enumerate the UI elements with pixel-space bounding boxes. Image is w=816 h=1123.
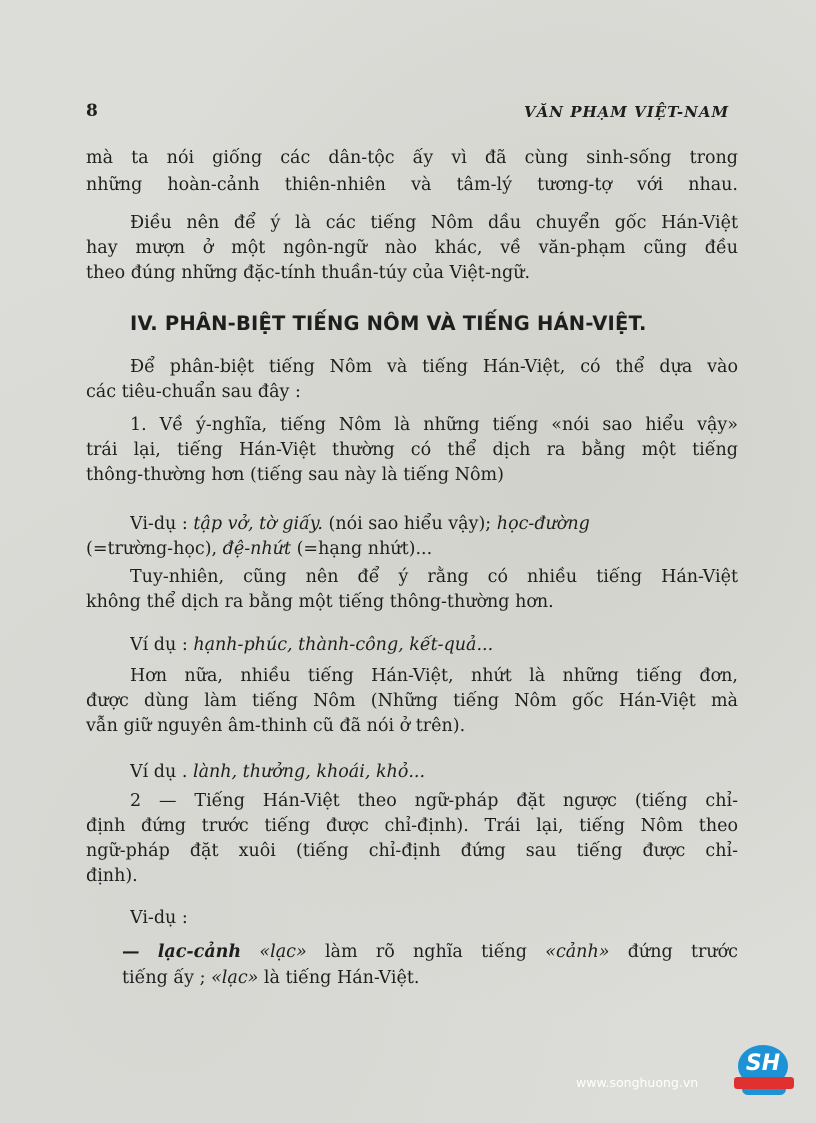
p2-line-2: hay mượn ở một ngôn-ngữ nào khác, về văn-phạm cũng đều (86, 238, 738, 258)
example4-text-1: làm rõ nghĩa tiếng (324, 942, 527, 962)
example4-text-4: là tiếng Hán-Việt. (263, 968, 420, 988)
criterion2-line-1: 2 — Tiếng Hán-Việt theo ngữ-pháp đặt ngược (tiếng chỉ- (130, 791, 738, 811)
example4-quote-1: «lạc» (259, 942, 307, 962)
logo-wave (742, 1089, 786, 1095)
example1-line-2 (86, 537, 738, 561)
example4-line-2 (122, 966, 738, 990)
logo-text: SH (745, 1051, 781, 1076)
example1-italic-3: đệ-nhứt (222, 539, 291, 559)
criterion1-line-2: trái lại, tiếng Hán-Việt thường có thể dịch ra bằng một tiếng (86, 440, 738, 460)
note1-line-2: không thể dịch ra bằng một tiếng thông-thường hơn. (86, 592, 554, 612)
note2-line-3: vẫn giữ nguyên âm-thinh cũ đã nói ở trên). (86, 716, 466, 736)
note1-line-1: Tuy-nhiên, cũng nên để ý rằng có nhiều tiếng Hán-Việt (130, 567, 738, 587)
example1-line2-part-1: (=trường-học), (86, 539, 218, 559)
example3-line (130, 760, 738, 784)
example1-label: Vi-dụ : (130, 514, 188, 534)
page-number: 8 (86, 101, 98, 121)
p1-line-1: mà ta nói giống các dân-tộc ấy vì đã cùng sinh-sống trong (86, 148, 738, 168)
example4-term: lạc-cảnh (157, 942, 242, 962)
criterion1-line-3: thông-thường hơn (tiếng sau này là tiếng Nôm) (86, 465, 504, 485)
example1-plain-1: (nói sao hiểu vậy); (328, 514, 492, 534)
example2-words: hạnh-phúc, thành-công, kết-quả... (193, 635, 494, 655)
example4-quote-2: «cảnh» (545, 942, 610, 962)
watermark-url: www.songhuong.vn (576, 1075, 699, 1090)
note2-line-1: Hơn nữa, nhiều tiếng Hán-Việt, nhứt là những tiếng đơn, (130, 666, 738, 686)
example2-label: Ví dụ : (130, 635, 188, 655)
example4-text-2: đứng trước (627, 942, 738, 962)
p1-line-2: những hoàn-cảnh thiên-nhiên và tâm-lý tương-tợ với nhau. (86, 175, 738, 195)
songhuong-logo (732, 1045, 796, 1099)
example4-label: Vi-dụ : (130, 908, 188, 928)
example2-line (130, 633, 738, 657)
intro-line-2: các tiêu-chuẩn sau đây : (86, 382, 301, 402)
example1-italic-1: tập vở, tờ giấy. (193, 514, 323, 534)
criterion2-line-4: định). (86, 866, 138, 886)
intro-line-1: Để phân-biệt tiếng Nôm và tiếng Hán-Việt, có thể dựa vào (130, 357, 738, 377)
running-title: VĂN PHẠM VIỆT-NAM (524, 103, 730, 121)
logo-ribbon (734, 1077, 794, 1089)
p2-line-1: Điều nên để ý là các tiếng Nôm dầu chuyển gốc Hán-Việt (130, 213, 738, 233)
criterion2-line-2: định đứng trước tiếng được chỉ-định). Trái lại, tiếng Nôm theo (86, 816, 738, 836)
example1-line-1 (130, 512, 738, 536)
example1-line2-part-2: (=hạng nhứt)... (296, 539, 433, 559)
criterion1-line-1: 1. Về ý-nghĩa, tiếng Nôm là những tiếng «nói sao hiểu vậy» (130, 415, 738, 435)
section-heading: IV. PHÂN-BIỆT TIẾNG NÔM VÀ TIẾNG HÁN-VIỆT. (130, 312, 647, 335)
example4-dash: — (122, 942, 140, 962)
example3-words: lành, thưởng, khoái, khỏ... (192, 762, 426, 782)
criterion2-line-3: ngữ-pháp đặt xuôi (tiếng chỉ-định đứng sau tiếng được chỉ- (86, 841, 738, 861)
p2-line-3: theo đúng những đặc-tính thuần-túy của Việt-ngữ. (86, 263, 531, 283)
example4-quote-3: «lạc» (211, 968, 259, 988)
example3-label: Ví dụ . (130, 762, 188, 782)
example1-italic-2: học-đường (496, 514, 590, 534)
example4-text-3: tiếng ấy ; (122, 968, 206, 988)
example4-line-1 (122, 940, 738, 964)
note2-line-2: được dùng làm tiếng Nôm (Những tiếng Nôm gốc Hán-Việt mà (86, 691, 738, 711)
